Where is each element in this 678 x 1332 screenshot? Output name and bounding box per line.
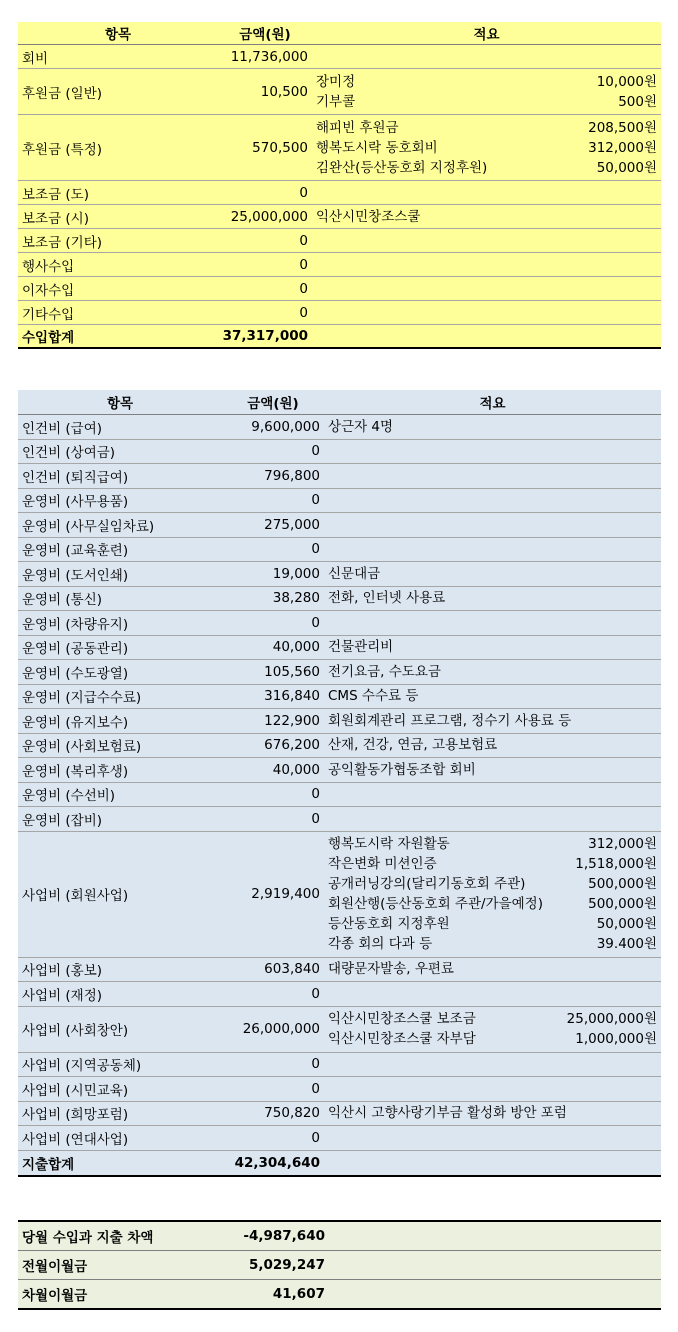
row-memo xyxy=(324,562,661,587)
row-amount: 0 xyxy=(218,301,312,325)
memo-text: 신문대금 xyxy=(328,565,381,582)
table-row xyxy=(18,733,661,758)
row-amount: 750,820 xyxy=(222,1101,324,1126)
table-row xyxy=(18,635,661,660)
income-total-amount: 37,317,000 xyxy=(218,325,312,349)
table-row xyxy=(18,709,661,734)
row-amount: 38,280 xyxy=(222,586,324,611)
header-amount: 금액(원) xyxy=(222,390,324,415)
memo-text: 장미정 xyxy=(316,73,356,90)
row-memo xyxy=(324,586,661,611)
row-amount: 796,800 xyxy=(222,464,324,489)
row-item: 운영비 (복리후생) xyxy=(18,758,222,783)
table-row xyxy=(18,1126,661,1151)
row-amount: 316,840 xyxy=(222,684,324,709)
table-row xyxy=(18,807,661,832)
memo-amount: 1,518,000원 xyxy=(575,856,657,872)
memo-text: 작은변화 미션인증 xyxy=(328,856,437,872)
memo-amount: 25,000,000원 xyxy=(566,1011,657,1027)
row-memo xyxy=(312,115,661,181)
row-memo xyxy=(324,660,661,685)
row-memo xyxy=(312,301,661,325)
summary-label: 전월이월금 xyxy=(18,1251,223,1280)
row-item: 보조금 (시) xyxy=(18,205,218,229)
row-memo xyxy=(324,439,661,464)
memo-text: 등산동호회 지정후원 xyxy=(328,916,450,932)
memo-line xyxy=(316,72,657,92)
row-memo xyxy=(324,464,661,489)
row-memo xyxy=(324,758,661,783)
memo-text: 김완산(등산동호회 지정후원) xyxy=(316,159,488,176)
income-total-memo xyxy=(312,325,661,349)
header-memo: 적요 xyxy=(312,22,661,45)
memo-amount: 500원 xyxy=(618,93,657,110)
row-item: 운영비 (사회보험료) xyxy=(18,733,222,758)
memo-text: 익산시민창조스쿨 자부담 xyxy=(328,1031,476,1047)
memo-text: 행복도시락 동호회비 xyxy=(316,139,438,156)
header-memo: 적요 xyxy=(324,390,661,415)
row-item: 운영비 (교육훈련) xyxy=(18,537,222,562)
income-table xyxy=(18,22,661,349)
memo-line xyxy=(316,207,657,227)
row-memo xyxy=(324,537,661,562)
expense-total-amount: 42,304,640 xyxy=(222,1150,324,1176)
header-item: 항목 xyxy=(18,22,218,45)
row-memo xyxy=(324,782,661,807)
memo-line xyxy=(316,92,657,112)
table-row xyxy=(18,1077,661,1102)
table-row xyxy=(18,415,661,440)
memo-text: CMS 수수료 등 xyxy=(328,688,419,705)
table-row xyxy=(18,586,661,611)
memo-line xyxy=(328,662,657,682)
table-row xyxy=(18,115,661,181)
expense-header-row xyxy=(18,390,661,415)
row-amount: 2,919,400 xyxy=(222,831,324,957)
income-header-row xyxy=(18,22,661,45)
header-item: 항목 xyxy=(18,390,222,415)
table-row xyxy=(18,1101,661,1126)
row-memo xyxy=(312,229,661,253)
summary-table xyxy=(18,1220,661,1310)
row-item: 사업비 (시민교육) xyxy=(18,1077,222,1102)
table-row xyxy=(18,513,661,538)
table-row xyxy=(18,205,661,229)
table-row xyxy=(18,229,661,253)
memo-amount: 10,000원 xyxy=(596,73,657,90)
memo-text: 기부콜 xyxy=(316,93,356,110)
table-row xyxy=(18,464,661,489)
table-row xyxy=(18,253,661,277)
memo-text: 각종 회의 다과 등 xyxy=(328,936,433,952)
summary-label: 당월 수입과 지출 차액 xyxy=(18,1221,223,1251)
memo-text: 회원회계관리 프로그램, 정수기 사용료 등 xyxy=(328,712,572,729)
row-amount: 19,000 xyxy=(222,562,324,587)
row-item: 운영비 (도서인쇄) xyxy=(18,562,222,587)
memo-amount: 39.400원 xyxy=(596,936,657,952)
table-row xyxy=(18,1006,661,1052)
memo-text: 상근자 4명 xyxy=(328,418,394,435)
row-item: 보조금 (기타) xyxy=(18,229,218,253)
row-amount: 40,000 xyxy=(222,635,324,660)
row-amount: 0 xyxy=(222,488,324,513)
row-memo xyxy=(324,488,661,513)
row-amount: 0 xyxy=(222,611,324,636)
row-item: 운영비 (잡비) xyxy=(18,807,222,832)
table-row xyxy=(18,537,661,562)
row-amount: 0 xyxy=(222,1126,324,1151)
row-memo xyxy=(324,684,661,709)
memo-text: 전화, 인터넷 사용료 xyxy=(328,590,446,607)
memo-line xyxy=(328,417,657,437)
memo-amount: 50,000원 xyxy=(596,916,657,932)
row-memo xyxy=(324,957,661,982)
expense-table xyxy=(18,390,661,1177)
row-amount: 570,500 xyxy=(218,115,312,181)
row-item: 운영비 (사무실임차료) xyxy=(18,513,222,538)
table-row xyxy=(18,69,661,115)
memo-line xyxy=(328,914,657,934)
table-row xyxy=(18,1052,661,1077)
row-memo xyxy=(312,181,661,205)
memo-line xyxy=(328,1029,657,1049)
table-row xyxy=(18,439,661,464)
row-amount: 275,000 xyxy=(222,513,324,538)
table-row xyxy=(18,660,661,685)
row-item: 인건비 (상여금) xyxy=(18,439,222,464)
row-amount: 0 xyxy=(222,807,324,832)
memo-amount: 312,000원 xyxy=(588,139,657,156)
row-memo xyxy=(324,1126,661,1151)
row-item: 운영비 (공동관리) xyxy=(18,635,222,660)
memo-line xyxy=(328,854,657,874)
row-memo xyxy=(324,635,661,660)
memo-line xyxy=(328,874,657,894)
row-amount: 676,200 xyxy=(222,733,324,758)
row-item: 사업비 (홍보) xyxy=(18,957,222,982)
memo-line xyxy=(328,735,657,755)
memo-text: 익산시 고향사랑기부금 활성화 방안 포럼 xyxy=(328,1105,567,1122)
row-amount: 26,000,000 xyxy=(222,1006,324,1052)
row-item: 사업비 (희망포럼) xyxy=(18,1101,222,1126)
memo-text: 익산시민창조스쿨 xyxy=(316,208,421,225)
memo-line xyxy=(316,118,657,138)
memo-line xyxy=(316,138,657,158)
row-memo xyxy=(324,709,661,734)
row-item: 사업비 (회원사업) xyxy=(18,831,222,957)
summary-amount: -4,987,640 xyxy=(223,1221,329,1251)
row-item: 운영비 (유지보수) xyxy=(18,709,222,734)
row-amount: 0 xyxy=(222,982,324,1007)
row-item: 사업비 (지역공동체) xyxy=(18,1052,222,1077)
summary-row xyxy=(18,1221,661,1251)
table-row xyxy=(18,831,661,957)
memo-line xyxy=(328,711,657,731)
memo-amount: 208,500원 xyxy=(588,119,657,136)
summary-blank xyxy=(329,1251,661,1280)
row-memo xyxy=(324,513,661,538)
row-memo xyxy=(324,1101,661,1126)
row-item: 인건비 (퇴직급여) xyxy=(18,464,222,489)
row-item: 운영비 (수선비) xyxy=(18,782,222,807)
table-row xyxy=(18,982,661,1007)
expense-total-row xyxy=(18,1150,661,1176)
row-item: 사업비 (재정) xyxy=(18,982,222,1007)
row-memo xyxy=(324,831,661,957)
memo-text: 대량문자발송, 우편료 xyxy=(328,961,454,978)
table-row xyxy=(18,758,661,783)
summary-row xyxy=(18,1251,661,1280)
memo-line xyxy=(328,564,657,584)
memo-line xyxy=(328,959,657,979)
memo-line xyxy=(316,158,657,178)
table-row xyxy=(18,45,661,69)
memo-line xyxy=(328,686,657,706)
row-amount: 11,736,000 xyxy=(218,45,312,69)
row-item: 운영비 (통신) xyxy=(18,586,222,611)
row-memo xyxy=(312,253,661,277)
row-memo xyxy=(324,415,661,440)
row-item: 보조금 (도) xyxy=(18,181,218,205)
row-memo xyxy=(324,1077,661,1102)
row-amount: 0 xyxy=(222,1077,324,1102)
memo-text: 전기요금, 수도요금 xyxy=(328,663,441,680)
row-item: 행사수입 xyxy=(18,253,218,277)
table-row xyxy=(18,488,661,513)
summary-blank xyxy=(329,1280,661,1310)
memo-amount: 500,000원 xyxy=(588,876,657,892)
summary-label: 차월이월금 xyxy=(18,1280,223,1310)
memo-text: 익산시민창조스쿨 보조금 xyxy=(328,1011,476,1027)
row-amount: 0 xyxy=(218,229,312,253)
table-row xyxy=(18,301,661,325)
row-item: 운영비 (사무용품) xyxy=(18,488,222,513)
memo-line xyxy=(328,760,657,780)
memo-amount: 50,000원 xyxy=(596,159,657,176)
row-item: 인건비 (급여) xyxy=(18,415,222,440)
memo-text: 회원산행(등산동호회 주관/가을예정) xyxy=(328,896,543,912)
row-amount: 40,000 xyxy=(222,758,324,783)
row-amount: 0 xyxy=(218,253,312,277)
summary-amount: 41,607 xyxy=(223,1280,329,1310)
row-item: 후원금 (특정) xyxy=(18,115,218,181)
row-amount: 10,500 xyxy=(218,69,312,115)
row-amount: 0 xyxy=(218,277,312,301)
row-amount: 105,560 xyxy=(222,660,324,685)
income-total-label: 수입합계 xyxy=(18,325,218,349)
table-row xyxy=(18,957,661,982)
row-item: 이자수입 xyxy=(18,277,218,301)
row-item: 후원금 (일반) xyxy=(18,69,218,115)
memo-line xyxy=(328,1009,657,1029)
row-amount: 0 xyxy=(222,537,324,562)
row-memo xyxy=(312,205,661,229)
summary-blank xyxy=(329,1221,661,1251)
memo-text: 공익활동가협동조합 회비 xyxy=(328,761,476,778)
row-amount: 9,600,000 xyxy=(222,415,324,440)
table-row xyxy=(18,782,661,807)
row-amount: 0 xyxy=(222,1052,324,1077)
header-amount: 금액(원) xyxy=(218,22,312,45)
memo-line xyxy=(328,834,657,854)
memo-text: 행복도시락 자원활동 xyxy=(328,836,450,852)
table-row xyxy=(18,181,661,205)
row-item: 운영비 (차량유지) xyxy=(18,611,222,636)
row-memo xyxy=(324,807,661,832)
row-item: 운영비 (수도광열) xyxy=(18,660,222,685)
row-item: 사업비 (연대사업) xyxy=(18,1126,222,1151)
row-item: 사업비 (사회창안) xyxy=(18,1006,222,1052)
row-amount: 0 xyxy=(222,439,324,464)
memo-amount: 312,000원 xyxy=(588,836,657,852)
income-total-row xyxy=(18,325,661,349)
memo-text: 산재, 건강, 연금, 고용보험료 xyxy=(328,737,498,754)
row-amount: 603,840 xyxy=(222,957,324,982)
memo-line xyxy=(328,637,657,657)
table-row xyxy=(18,562,661,587)
row-memo xyxy=(312,45,661,69)
summary-row xyxy=(18,1280,661,1310)
memo-line xyxy=(328,894,657,914)
table-row xyxy=(18,277,661,301)
row-item: 운영비 (지급수수료) xyxy=(18,684,222,709)
memo-text: 건물관리비 xyxy=(328,639,394,656)
row-memo xyxy=(324,611,661,636)
row-memo xyxy=(312,277,661,301)
memo-text: 공개러닝강의(달리기동호회 주관) xyxy=(328,876,526,892)
row-item: 회비 xyxy=(18,45,218,69)
row-amount: 122,900 xyxy=(222,709,324,734)
memo-line xyxy=(328,1103,657,1123)
memo-line xyxy=(328,934,657,954)
row-memo xyxy=(324,982,661,1007)
expense-total-label: 지출합계 xyxy=(18,1150,222,1176)
table-row xyxy=(18,684,661,709)
memo-line xyxy=(328,588,657,608)
row-memo xyxy=(324,1006,661,1052)
row-amount: 25,000,000 xyxy=(218,205,312,229)
row-item: 기타수입 xyxy=(18,301,218,325)
memo-amount: 1,000,000원 xyxy=(575,1031,657,1047)
memo-amount: 500,000원 xyxy=(588,896,657,912)
row-amount: 0 xyxy=(218,181,312,205)
row-amount: 0 xyxy=(222,782,324,807)
expense-total-memo xyxy=(324,1150,661,1176)
table-row xyxy=(18,611,661,636)
row-memo xyxy=(312,69,661,115)
summary-amount: 5,029,247 xyxy=(223,1251,329,1280)
row-memo xyxy=(324,1052,661,1077)
row-memo xyxy=(324,733,661,758)
memo-text: 해피빈 후원금 xyxy=(316,119,399,136)
